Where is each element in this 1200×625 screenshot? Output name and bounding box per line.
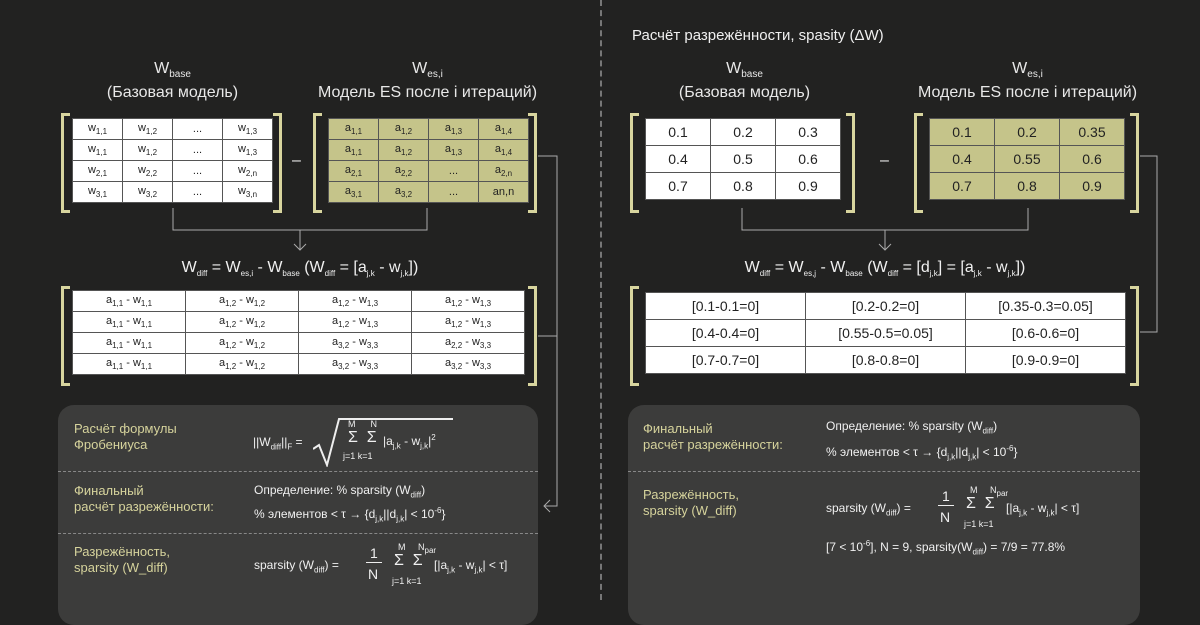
matrix-cell: $w_{3,n}$ <box>223 182 273 203</box>
matrix-cell: $a_{1,1}$ <box>329 119 379 140</box>
left-diff-formula: $W_{diff} = W_{es,i} - W_{base}$ $(W_{diff} = [a_{j,k} - w_{j,k}])$ <box>181 259 419 279</box>
matrix-cell: [0.35-0.3=0.05] <box>966 293 1126 320</box>
matrix-cell: $w_{1,3}$ <box>223 119 273 140</box>
right-sparsity-result: $[7 < 10^{-6}]$, N = 9, $sparsity(W_{diff}) = 7/9 = 77.8\%$ <box>826 539 1066 557</box>
matrix-cell: ... <box>173 182 223 203</box>
left-frobenius-title: Расчёт формулы Фробениуса <box>74 421 177 453</box>
matrix-cell: $w_{2,1}$ <box>73 161 123 182</box>
matrix-cell: 0.4 <box>930 146 995 173</box>
matrix-cell: $a_{3,2} - w_{3,3}$ <box>299 333 412 354</box>
matrix-cell: $a_{1,2} - w_{1,2}$ <box>186 354 299 375</box>
matrix-cell: $w_{1,3}$ <box>223 140 273 161</box>
matrix-cell: 0.5 <box>711 146 776 173</box>
matrix-cell: $a_{1,4}$ <box>479 119 529 140</box>
right-diff-formula: $W_{diff} = W_{es,j} - W_{base}$ $(W_{diff} = [d_{j,k}] = [a_{j,k} - w_{j,k}])$ <box>744 259 1026 279</box>
matrix-cell: 0.7 <box>930 173 995 200</box>
right-summary-panel <box>628 405 1140 625</box>
matrix-cell: $a_{1,4}$ <box>479 140 529 161</box>
matrix-cell: 0.2 <box>995 119 1060 146</box>
left-wbase-label: $W_{base}$ (Базовая модель) <box>106 60 239 101</box>
matrix-cell: 0.1 <box>930 119 995 146</box>
left-summary-panel <box>58 405 538 625</box>
matrix-cell: $a_{1,3}$ <box>429 119 479 140</box>
left-final-line2: % элементов < $\tau \to \{d_{j,k}||d_{j,k}| < 10^{-6}\}$ <box>254 506 446 524</box>
matrix-cell: 0.4 <box>646 146 711 173</box>
left-diff-bracket-left <box>61 286 70 386</box>
matrix-cell: $w_{3,1}$ <box>73 182 123 203</box>
matrix-cell: [0.1-0.1=0] <box>646 293 806 320</box>
left-minus-sign: – <box>292 152 301 169</box>
matrix-cell: $a_{1,1} - w_{1,1}$ <box>73 291 186 312</box>
matrix-cell: $w_{1,1}$ <box>73 140 123 161</box>
matrix-row <box>73 291 525 312</box>
matrix-cell: 0.6 <box>776 146 841 173</box>
matrix-cell: ... <box>429 161 479 182</box>
left-diff-bracket-right <box>528 286 537 386</box>
matrix-cell: 0.8 <box>711 173 776 200</box>
right-wes-label: $W_{es,i}$ Модель ES после i итераций) <box>917 60 1138 101</box>
matrix-cell: 0.6 <box>1060 146 1125 173</box>
matrix-cell: ... <box>173 119 223 140</box>
matrix-row <box>73 333 525 354</box>
right-diff-bracket-left <box>630 286 639 386</box>
matrix-cell: $a_{1,1} - w_{1,1}$ <box>73 333 186 354</box>
matrix-cell: [0.7-0.7=0] <box>646 347 806 374</box>
matrix-cell: $a_{1,2} - w_{1,3}$ <box>412 291 525 312</box>
matrix-cell: $w_{3,2}$ <box>123 182 173 203</box>
matrix-cell: $a_{1,1} - w_{1,1}$ <box>73 312 186 333</box>
right-final-line2: % элементов < $\tau \to \{d_{j,k}||d_{j,k}| < 10^{-6}\}$ <box>826 444 1018 462</box>
matrix-cell: 0.9 <box>1060 173 1125 200</box>
matrix-cell: $a_{2,2}$ <box>379 161 429 182</box>
matrix-cell: ... <box>173 161 223 182</box>
left-sparsity-title: Разрежённость, sparsity (W_diff) <box>74 544 170 576</box>
right-sparsity-title: Разрежённость, sparsity (W_diff) <box>643 487 739 519</box>
matrix-cell: $a_{1,2} - w_{1,3}$ <box>412 312 525 333</box>
matrix-row <box>646 347 1126 374</box>
matrix-cell: $a_{1,2}$ <box>379 119 429 140</box>
matrix-cell: $a_{1,2} - w_{1,3}$ <box>299 291 412 312</box>
left-frobenius-formula: $||W_{diff}||_F$ = M N Σ Σ $|a_{j,k} - w_{j,k}|^2$ j=1 k=1 <box>253 417 523 467</box>
matrix-cell: $a_{1,1} - w_{1,1}$ <box>73 354 186 375</box>
matrix-cell: $w_{1,1}$ <box>73 119 123 140</box>
right-final-line1: Определение: % sparsity $(W_{diff})$ <box>826 419 998 436</box>
matrix-cell: $w_{2,n}$ <box>223 161 273 182</box>
matrix-cell: $a_{2,1}$ <box>329 161 379 182</box>
matrix-cell: $a_{1,2} - w_{1,3}$ <box>299 312 412 333</box>
matrix-cell: $w_{1,2}$ <box>123 119 173 140</box>
matrix-cell: $a_{1,2} - w_{1,2}$ <box>186 291 299 312</box>
right-final-title: Финальный расчёт разрежённости: <box>643 421 783 453</box>
matrix-cell: $a_{3,2} - w_{3,3}$ <box>299 354 412 375</box>
matrix-cell: $a_{1,3}$ <box>429 140 479 161</box>
left-final-line1: Определение: % sparsity $(W_{diff})$ <box>254 483 426 500</box>
left-wes-label: $W_{es,i}$ Модель ES после i итераций) <box>317 60 538 101</box>
right-sparsity-formula: sparsity $(W_{diff})$ = 1 N M $N_{par}$ Σ Σ $[|a_{j,k} - w_{j,k}| < \tau]$ j=1 k=1 <box>826 485 1080 529</box>
matrix-cell: [0.4-0.4=0] <box>646 320 806 347</box>
matrix-cell: 0.35 <box>1060 119 1125 146</box>
right-panel-separator <box>628 471 1140 472</box>
right-minus-sign: – <box>880 152 889 169</box>
matrix-cell: 0.7 <box>646 173 711 200</box>
matrix-row <box>646 293 1126 320</box>
matrix-row <box>646 320 1126 347</box>
matrix-cell: 0.9 <box>776 173 841 200</box>
left-panel-separator-2 <box>58 533 538 534</box>
matrix-cell: $a_{2,n}$ <box>479 161 529 182</box>
matrix-cell: $a_{1,2} - w_{1,2}$ <box>186 312 299 333</box>
matrix-cell: $a_{1,1}$ <box>329 140 379 161</box>
matrix-cell: an,n <box>479 182 529 203</box>
matrix-cell: $a_{1,2} - w_{1,2}$ <box>186 333 299 354</box>
right-wbase-label: $W_{base}$ (Базовая модель) <box>678 60 811 101</box>
matrix-cell: 0.1 <box>646 119 711 146</box>
left-final-title: Финальный расчёт разрежённости: <box>74 483 214 515</box>
matrix-cell: 0.8 <box>995 173 1060 200</box>
left-diff-matrix <box>72 290 525 375</box>
matrix-cell: ... <box>429 182 479 203</box>
matrix-cell: $a_{3,2}$ <box>379 182 429 203</box>
matrix-cell: $a_{3,1}$ <box>329 182 379 203</box>
matrix-cell: $w_{2,2}$ <box>123 161 173 182</box>
matrix-cell: $w_{1,2}$ <box>123 140 173 161</box>
matrix-cell: [0.2-0.2=0] <box>806 293 966 320</box>
matrix-cell: $a_{1,2}$ <box>379 140 429 161</box>
right-header: Расчёт разрежённости, spasity (ΔW) <box>632 27 884 44</box>
left-panel-separator-1 <box>58 471 538 472</box>
matrix-cell: $a_{2,2} - w_{3,3}$ <box>412 333 525 354</box>
matrix-cell: [0.6-0.6=0] <box>966 320 1126 347</box>
matrix-cell: [0.8-0.8=0] <box>806 347 966 374</box>
matrix-cell: $a_{3,2} - w_{3,3}$ <box>412 354 525 375</box>
matrix-row <box>73 312 525 333</box>
matrix-cell: 0.3 <box>776 119 841 146</box>
right-diff-bracket-right <box>1130 286 1139 386</box>
matrix-cell: 0.2 <box>711 119 776 146</box>
right-diff-matrix <box>645 292 1126 374</box>
matrix-cell: [0.55-0.5=0.05] <box>806 320 966 347</box>
matrix-cell: [0.9-0.9=0] <box>966 347 1126 374</box>
matrix-cell: 0.55 <box>995 146 1060 173</box>
left-sparsity-formula: sparsity $(W_{diff})$ = 1 N M $N_{par}$ Σ Σ $[|a_{j,k} - w_{j,k}| < \tau]$ j=1 k=1 <box>254 542 508 586</box>
matrix-row <box>73 354 525 375</box>
matrix-cell: ... <box>173 140 223 161</box>
